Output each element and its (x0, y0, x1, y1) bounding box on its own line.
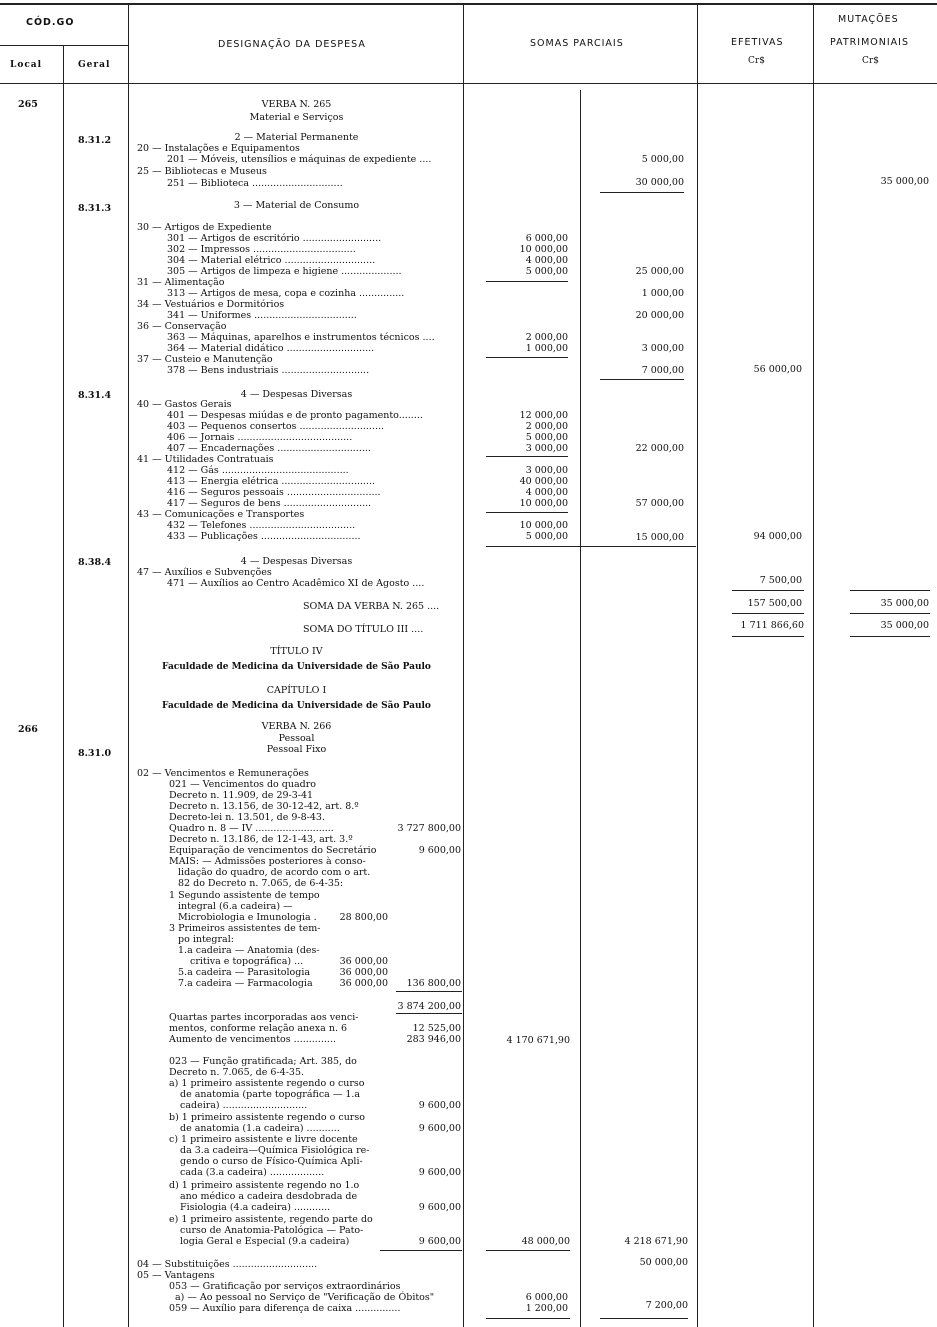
amount: 3 000,00 (525, 443, 568, 454)
line: a) — Ao pessoal no Serviço de "Verificação de Óbitos" (175, 1292, 435, 1303)
amount: 7 200,00 (645, 1300, 688, 1311)
line: 406 — Jornais ...................................... (167, 432, 353, 443)
subtotal-rule (600, 192, 684, 193)
amount: 5 000,00 (525, 531, 568, 542)
inner-amount: 9 600,00 (418, 1236, 461, 1247)
inner-amount: 136 800,00 (406, 978, 461, 989)
line: 82 do Decreto n. 7.065, de 6-4-35: (178, 878, 344, 889)
line: 053 — Gratificação por serviços extraordinários (169, 1281, 401, 1292)
subtotal-rule (396, 1013, 462, 1014)
line: curso de Anatomia-Patológica — Pato- (180, 1225, 364, 1236)
category-heading: 4 — Despesas Diversas (240, 556, 353, 567)
line: 417 — Seguros de bens ............................. (167, 498, 372, 509)
col-divider-efetivas (813, 5, 814, 1327)
header-codigo: CÓD.GO (26, 17, 75, 28)
amount: 1 000,00 (525, 343, 568, 354)
line: 416 — Seguros pessoais ............................... (167, 487, 381, 498)
line: 021 — Vencimentos do quadro (169, 779, 316, 790)
local-code: 266 (18, 724, 38, 735)
subtotal-rule (600, 1318, 688, 1319)
line: MAIS: — Admissões posteriores à conso- (169, 856, 366, 867)
line: 023 — Função gratificada; Art. 385, do (169, 1056, 357, 1067)
subtotal-rule (486, 281, 568, 282)
line: po integral: (178, 934, 234, 945)
soma-titulo: SOMA DO TÍTULO III .... (303, 624, 424, 635)
geral-code: 8.31.2 (78, 135, 112, 146)
line: 301 — Artigos de escritório .......................... (167, 233, 382, 244)
line: e) 1 primeiro assistente, regendo parte do (169, 1214, 373, 1225)
codigo-rule (0, 45, 128, 46)
line: b) 1 primeiro assistente regendo o curso (169, 1112, 365, 1123)
line: 407 — Encadernações ............................... (167, 443, 371, 454)
capitulo-heading: CAPÍTULO I (266, 685, 327, 696)
geral-code: 8.31.4 (78, 390, 112, 401)
col-divider-somas-mid (580, 90, 581, 1327)
amount: 10 000,00 (519, 244, 568, 255)
amount: 2 000,00 (525, 332, 568, 343)
amount: 1 000,00 (641, 288, 684, 299)
line: 40 — Gastos Gerais (137, 399, 232, 410)
inner-amount: 36 000,00 (339, 956, 388, 967)
line: mentos, conforme relação anexa n. 6 (169, 1023, 348, 1034)
inner-amount: 9 600,00 (418, 1202, 461, 1213)
line: 5.a cadeira — Parasitologia (178, 967, 311, 978)
top-rule (0, 3, 937, 5)
header-bottom-rule (0, 83, 937, 84)
line: 30 — Artigos de Expediente (137, 222, 272, 233)
inner-amount: 9 600,00 (418, 845, 461, 856)
inner-amount: 28 800,00 (339, 912, 388, 923)
subtotal-rule (486, 512, 568, 513)
line: Decreto n. 11.909, de 29-3-41 (169, 790, 314, 801)
amount: 4 170 671,90 (506, 1035, 570, 1046)
inner-amount: 36 000,00 (339, 978, 388, 989)
inner-amount: 36 000,00 (339, 967, 388, 978)
amount: 3 000,00 (525, 465, 568, 476)
line: cada (3.a cadeira) .................. (180, 1167, 325, 1178)
line: 313 — Artigos de mesa, copa e cozinha ............... (167, 288, 405, 299)
category-heading: 4 — Despesas Diversas (240, 389, 353, 400)
verba-subtitle: Pessoal Fixo (266, 744, 327, 755)
amount: 6 000,00 (525, 1292, 568, 1303)
line: ano médico a cadeira desdobrada de (180, 1191, 358, 1202)
mutacao-amount: 35 000,00 (880, 598, 929, 609)
amount: 15 000,00 (635, 532, 684, 543)
line: 302 — Impressos .................................. (167, 244, 356, 255)
amount: 22 000,00 (635, 443, 684, 454)
line: integral (6.a cadeira) — (178, 901, 293, 912)
geral-code: 8.31.0 (78, 748, 112, 759)
amount: 5 000,00 (525, 432, 568, 443)
line: critiva e topográfica) ... (190, 956, 304, 967)
subtotal-rule (850, 613, 930, 614)
col-divider-desc (463, 5, 464, 1327)
subtotal-rule (486, 1250, 570, 1251)
faculdade-heading: Faculdade de Medicina da Universidade de São Paulo (162, 662, 431, 672)
mutacao-amount: 35 000,00 (880, 620, 929, 631)
amount: 4 000,00 (525, 255, 568, 266)
inner-amount: 3 874 200,00 (397, 1001, 461, 1012)
subtotal-rule (486, 357, 568, 358)
faculdade-heading: Faculdade de Medicina da Universidade de São Paulo (162, 701, 431, 711)
amount: 6 000,00 (525, 233, 568, 244)
verba-subtitle: Material e Serviços (249, 112, 344, 123)
line: 34 — Vestuários e Dormitórios (137, 299, 285, 310)
line: 251 — Biblioteca .............................. (167, 178, 343, 189)
header-crs-efetivas: Cr$ (748, 56, 765, 66)
line: cadeira) ............................ (180, 1100, 308, 1111)
inner-amount: 9 600,00 (418, 1167, 461, 1178)
verba-title: VERBA N. 265 (261, 99, 332, 110)
amount: 5 000,00 (641, 154, 684, 165)
line: lidação do quadro, de acordo com o art. (178, 867, 371, 878)
amount: 50 000,00 (639, 1257, 688, 1268)
efetiva-amount: 7 500,00 (759, 575, 802, 586)
efetiva-amount: 94 000,00 (753, 531, 802, 542)
col-divider-geral (128, 5, 129, 1327)
amount: 57 000,00 (635, 498, 684, 509)
line: 305 — Artigos de limpeza e higiene .................... (167, 266, 402, 277)
amount: 25 000,00 (635, 266, 684, 277)
line: Decreto-lei n. 13.501, de 9-8-43. (169, 812, 325, 823)
line: 37 — Custeio e Manutenção (137, 354, 273, 365)
amount: 7 000,00 (641, 365, 684, 376)
line: 05 — Vantagens (137, 1270, 215, 1281)
line: 7.a cadeira — Farmacologia (178, 978, 313, 989)
line: Aumento de vencimentos .............. (169, 1034, 336, 1045)
line: gendo o curso de Físico-Química Apli- (180, 1156, 363, 1167)
header-crs-mutacoes: Cr$ (862, 56, 879, 66)
subtotal-rule (732, 636, 804, 637)
line: 41 — Utilidades Contratuais (137, 454, 274, 465)
line: 364 — Material didático ............................. (167, 343, 375, 354)
amount: 30 000,00 (635, 177, 684, 188)
line: Equiparação de vencimentos do Secretário (169, 845, 377, 856)
subtotal-rule (600, 379, 684, 380)
line: 401 — Despesas miúdas e de pronto pagamento........ (167, 410, 423, 421)
line: Quartas partes incorporadas aos venci- (169, 1012, 359, 1023)
line: Decreto n. 13.186, de 12-1-43, art. 3.º (169, 834, 353, 845)
header-efetivas: EFETIVAS (731, 37, 784, 48)
line: d) 1 primeiro assistente regendo no 1.o (169, 1180, 360, 1191)
geral-code: 8.31.3 (78, 203, 112, 214)
line: 04 — Substituições ............................ (137, 1259, 318, 1270)
line: 471 — Auxílios ao Centro Acadêmico XI de Agosto .... (167, 578, 425, 589)
header-somas: SOMAS PARCIAIS (530, 38, 624, 49)
subtotal-rule (732, 613, 804, 614)
category-heading: 3 — Material de Consumo (233, 200, 360, 211)
amount: 2 000,00 (525, 421, 568, 432)
header-mutacoes: MUTAÇÕES (838, 14, 899, 25)
line: Decreto n. 13.156, de 30-12-42, art. 8.º (169, 801, 359, 812)
header-patrimoniais: PATRIMONIAIS (830, 37, 910, 48)
amount: 4 218 671,90 (624, 1236, 688, 1247)
line: 412 — Gás .......................................... (167, 465, 349, 476)
line: 36 — Conservação (137, 321, 227, 332)
soma-verba: SOMA DA VERBA N. 265 .... (303, 601, 440, 612)
line: 413 — Energia elétrica ............................... (167, 476, 375, 487)
header-local: Local (10, 60, 43, 70)
subtotal-rule (486, 546, 696, 547)
amount: 3 000,00 (641, 343, 684, 354)
line: 432 — Telefones ................................... (167, 520, 356, 531)
col-divider-local (63, 45, 64, 1327)
line: 1 Segundo assistente de tempo (169, 890, 320, 901)
verba-title: VERBA N. 266 (261, 721, 332, 732)
line: 433 — Publicações ................................. (167, 531, 361, 542)
line: 3 Primeiros assistentes de tem- (169, 923, 321, 934)
inner-amount: 9 600,00 (418, 1123, 461, 1134)
amount: 12 000,00 (519, 410, 568, 421)
inner-amount: 9 600,00 (418, 1100, 461, 1111)
line: Fisiologia (4.a cadeira) ............ (180, 1202, 331, 1213)
category-heading: 2 — Material Permanente (234, 132, 359, 143)
efetiva-amount: 56 000,00 (753, 364, 802, 375)
inner-amount: 3 727 800,00 (397, 823, 461, 834)
efetiva-amount: 1 711 866,60 (740, 620, 804, 631)
efetiva-amount: 157 500,00 (747, 598, 802, 609)
subtotal-rule (850, 636, 930, 637)
line: 20 — Instalações e Equipamentos (137, 143, 300, 154)
line: 43 — Comunicações e Transportes (137, 509, 305, 520)
mutacao-amount: 35 000,00 (880, 176, 929, 187)
line: logia Geral e Especial (9.a cadeira) (180, 1236, 350, 1247)
line: de anatomia (1.a cadeira) ........... (180, 1123, 340, 1134)
subtotal-rule (486, 1318, 570, 1319)
line: 47 — Auxílios e Subvenções (137, 567, 272, 578)
subtotal-rule (850, 590, 930, 591)
line: 363 — Máquinas, aparelhos e instrumentos técnicos .... (167, 332, 435, 343)
inner-amount: 283 946,00 (406, 1034, 461, 1045)
line: 403 — Pequenos consertos ............................ (167, 421, 384, 432)
line: 02 — Vencimentos e Remunerações (137, 768, 309, 779)
local-code: 265 (18, 99, 38, 110)
line: de anatomia (parte topográfica — 1.a (180, 1089, 361, 1100)
amount: 5 000,00 (525, 266, 568, 277)
line: 25 — Bibliotecas e Museus (137, 166, 267, 177)
amount: 40 000,00 (519, 476, 568, 487)
amount: 1 200,00 (525, 1303, 568, 1314)
line: 378 — Bens industriais ............................. (167, 365, 370, 376)
amount: 4 000,00 (525, 487, 568, 498)
amount: 10 000,00 (519, 498, 568, 509)
amount: 20 000,00 (635, 310, 684, 321)
subtotal-rule (396, 991, 462, 992)
amount: 48 000,00 (521, 1236, 570, 1247)
inner-amount: 12 525,00 (412, 1023, 461, 1034)
line: da 3.a cadeira—Química Fisiológica re- (180, 1145, 370, 1156)
line: 201 — Móveis, utensílios e máquinas de expediente .... (167, 154, 432, 165)
subtotal-rule (380, 1250, 462, 1251)
line: Microbiologia e Imunologia . (178, 912, 317, 923)
line: Quadro n. 8 — IV .......................... (169, 823, 334, 834)
line: 1.a cadeira — Anatomia (des- (178, 945, 320, 956)
line: c) 1 primeiro assistente e livre docente (169, 1134, 358, 1145)
amount: 10 000,00 (519, 520, 568, 531)
verba-subtitle: Pessoal (278, 733, 315, 744)
line: 059 — Auxílio para diferença de caixa ............... (169, 1303, 401, 1314)
line: 304 — Material elétrico .............................. (167, 255, 376, 266)
titulo-heading: TÍTULO IV (270, 646, 323, 657)
geral-code: 8.38.4 (78, 557, 112, 568)
header-geral: Geral (78, 60, 111, 70)
subtotal-rule (732, 590, 804, 591)
col-divider-somas (697, 5, 698, 1327)
header-designacao: DESIGNAÇÃO DA DESPESA (218, 39, 366, 50)
line: Decreto n. 7.065, de 6-4-35. (169, 1067, 305, 1078)
line: 31 — Alimentação (137, 277, 225, 288)
line: a) 1 primeiro assistente regendo o curso (169, 1078, 365, 1089)
subtotal-rule (486, 456, 568, 457)
line: 341 — Uniformes .................................. (167, 310, 357, 321)
